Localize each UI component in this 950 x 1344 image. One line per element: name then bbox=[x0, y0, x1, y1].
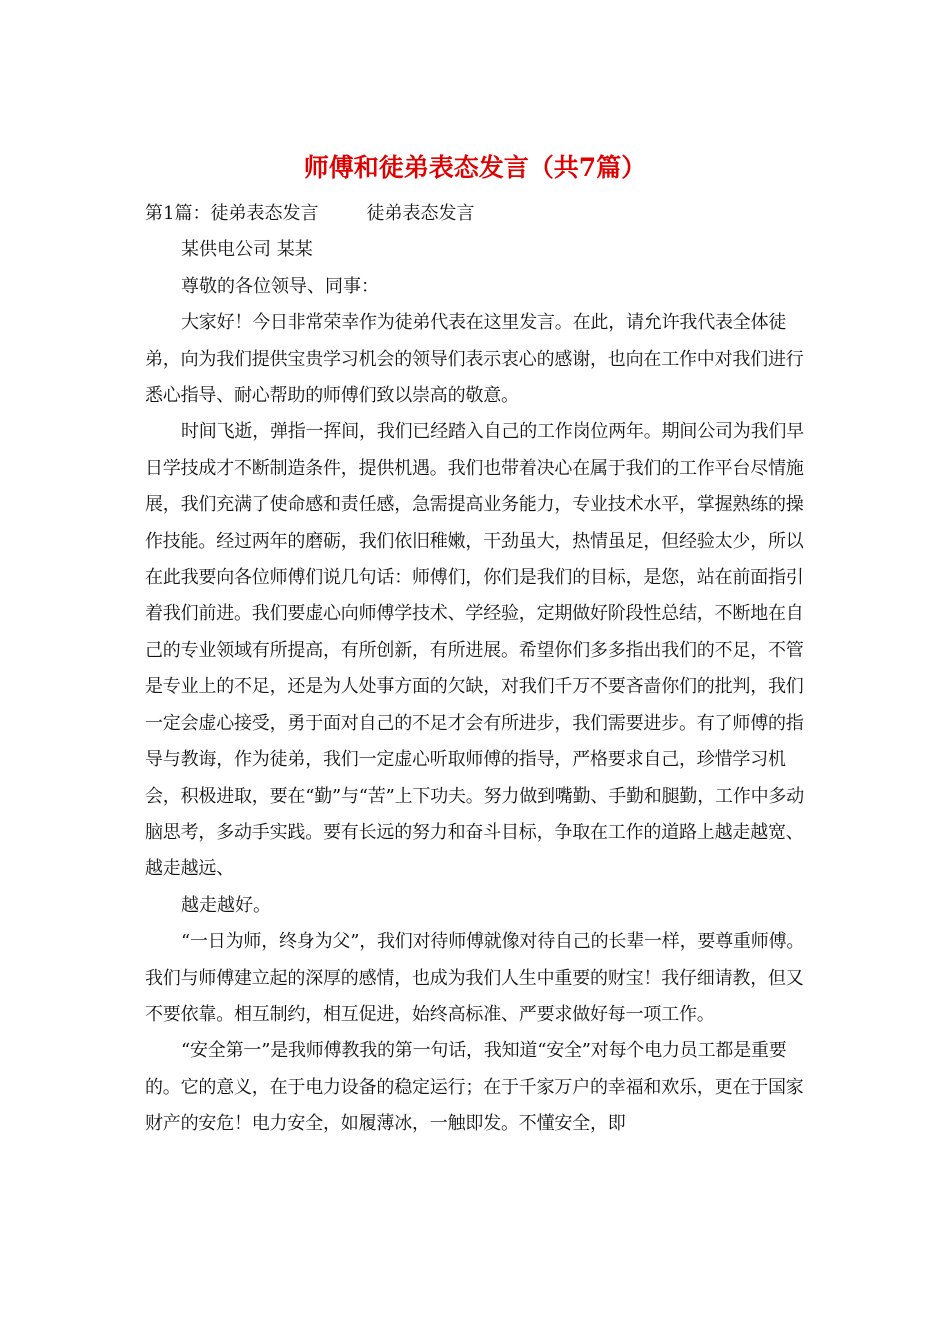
salutation: 尊敬的各位领导、同事： bbox=[181, 275, 379, 297]
author-line: 某供电公司 某某 bbox=[181, 239, 313, 261]
section-heading bbox=[145, 196, 805, 232]
paragraph-continuation: 越走越好。 bbox=[181, 894, 271, 916]
document-body bbox=[145, 196, 805, 1143]
paragraph-greeting: 大家好！今日非常荣幸作为徒弟代表在这里发言。在此，请允许我代表全体徒弟，向为我们提供宝贵学习机会的领导们表示衷心的感谢，也向在工作中对我们进行悉心指导、耐心帮助的师傅们致以崇高的敬意。 bbox=[145, 312, 804, 407]
section-heading-part2: 徒弟表态发言 bbox=[366, 203, 475, 224]
section-heading-part1: 第1篇：徒弟表态发言 bbox=[145, 203, 319, 224]
document-title: 师傅和徒弟表态发言（共7篇） bbox=[303, 153, 647, 182]
paragraph-respect-master: “一日为师，终身为父”，我们对待师傅就像对待自己的长辈一样，要尊重师傅。我们与师傅建立起的深厚的感情，也成为我们人生中重要的财宝！我仔细请教，但又不要依靠。相互制约，相互促进，始终高标准、严要求做好每一项工作。 bbox=[145, 931, 805, 1025]
paragraph-safety-first: “安全第一”是我师傅教我的第一句话，我知道“安全”对每个电力员工都是重要的。它的意义，在于电力设备的稳定运行；在于千家万户的幸福和欢乐，更在于国家财产的安危！电力安全，如履薄冰，一触即发。不懂安全，即 bbox=[145, 1040, 804, 1135]
paragraph-time-flies: 时间飞逝，弹指一挥间，我们已经踏入自己的工作岗位两年。期间公司为我们早日学技成才不断制造条件，提供机遇。我们也带着决心在属于我们的工作平台尽情施展，我们充满了使命感和责任感，急需提高业务能力，专业技术水平，掌握熟练的操作技能。经过两年的磨砺，我们依旧稚嫩，干劲虽大，热情虽足，但经验太少，所以在此我要向各位师傅们说几句话：师傅们，你们是我们的目标，是您，站在前面指引着我们前进。我们要虚心向师傅学技术、学经验，定期做好阶段性总结，不断地在自己的专业领域有所提高，有所创新，有所进展。希望你们多多指出我们的不足，不管是专业上的不足，还是为人处事方面的欠缺，对我们千万不要吝啬你们的批判，我们一定会虚心接受，勇于面对自己的不足才会有所进步，我们需要进步。有了师傅的指导与教诲，作为徒弟，我们一定虚心听取师傅的指导，严格要求自己，珍惜学习机会，积极进取，要在“勤”与“苦”上下功夫。努力做到嘴勤、手勤和腿勤，工作中多动脑思考，多动手实践。要有长远的努力和奋斗目标，争取在工作的道路上越走越宽、越走越远、 bbox=[145, 421, 805, 880]
